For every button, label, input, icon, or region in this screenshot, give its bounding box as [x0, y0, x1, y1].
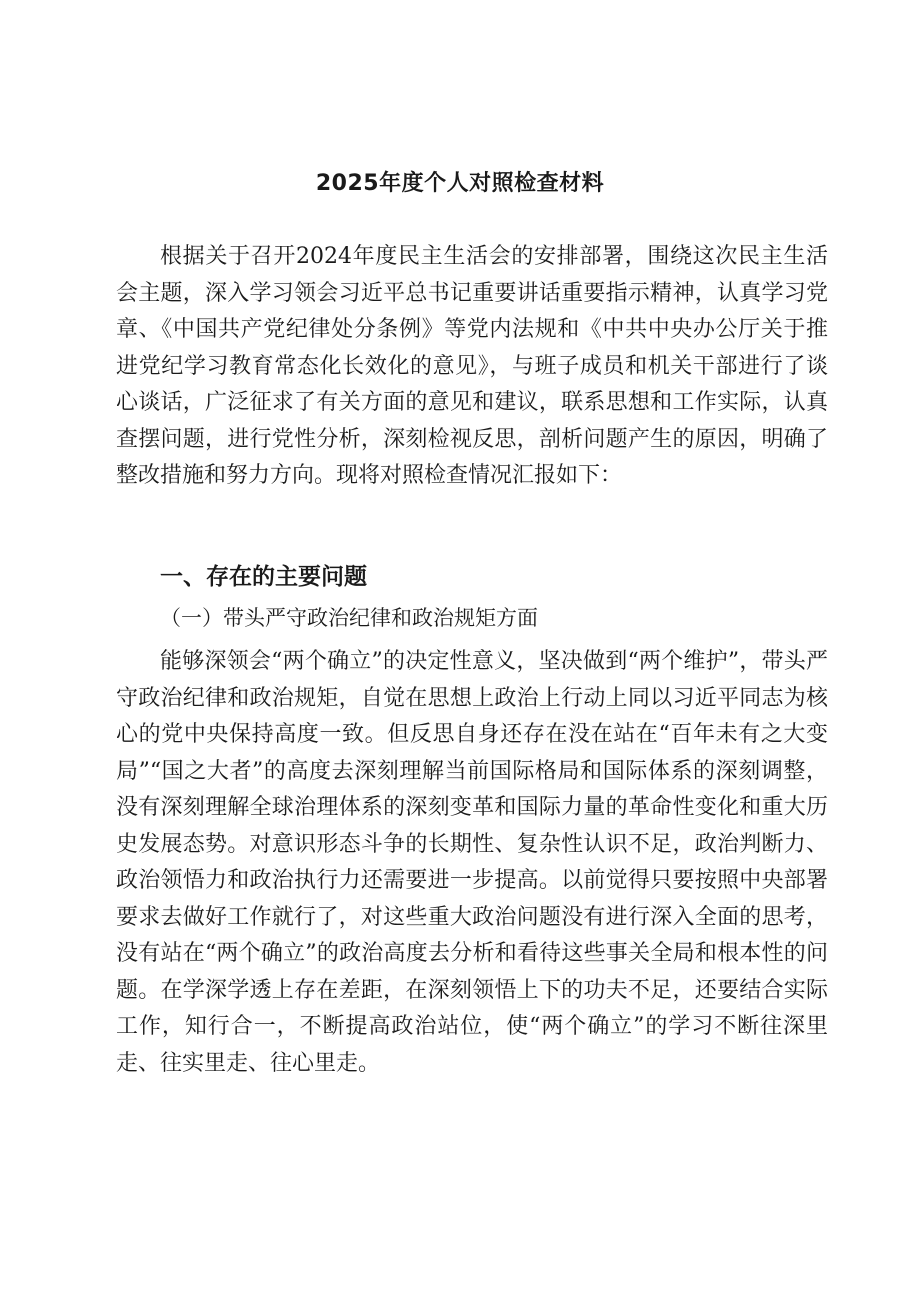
subsection-paragraph: 能够深领会“两个确立”的决定性意义，坚决做到“两个维护”，带头严守政治纪律和政治规矩，自觉在思想上政治上行动上同以习近平同志为核心的党中央保持高度一致。但反思自身还存在没在站在“百年未有之大变局”“国之大者”的高度去深刻理解当前国际格局和国际体系的深刻调整，没有深刻理解全球治理体系的深刻变革和国际力量的革命性变化和重大历史发展态势。对意识形态斗争的长期性、复杂性认识不足，政治判断力、政治领悟力和政治执行力还需要进一步提高。以前觉得只要按照中央部署要求去做好工作就行了，对这些重大政治问题没有进行深入全面的思考，没有站在“两个确立”的政治高度去分析和看待这些事关全局和根本性的问题。在学深学透上存在差距，在深刻领悟上下的功夫不足，还要结合实际工作，知行合一，不断提高政治站位，使“两个确立”的学习不断往深里走、往实里走、往心里走。: [116, 649, 828, 1076]
section-heading-main-problems: 一、存在的主要问题: [160, 564, 367, 590]
subsection-heading-political-discipline: （一）带头严守政治纪律和政治规矩方面: [160, 606, 538, 630]
document-title: 2025年度个人对照检查材料: [315, 171, 605, 196]
intro-paragraph: 根据关于召开2024年度民主生活会的安排部署，围绕这次民主生活会主题，深入学习领会习近平总书记重要讲话重要指示精神，认真学习党章、《中国共产党纪律处分条例》等党内法规和《中共中央办公厅关于推进党纪学习教育常态化长效化的意见》，与班子成员和机关干部进行了谈心谈话，广泛征求了有关方面的意见和建议，联系思想和工作实际，认真查摆问题，进行党性分析，深刻检视反思，剖析问题产生的原因，明确了整改措施和努力方向。现将对照检查情况汇报如下：: [116, 244, 828, 488]
subsection-body: [116, 644, 828, 1082]
intro-section: [116, 239, 828, 495]
